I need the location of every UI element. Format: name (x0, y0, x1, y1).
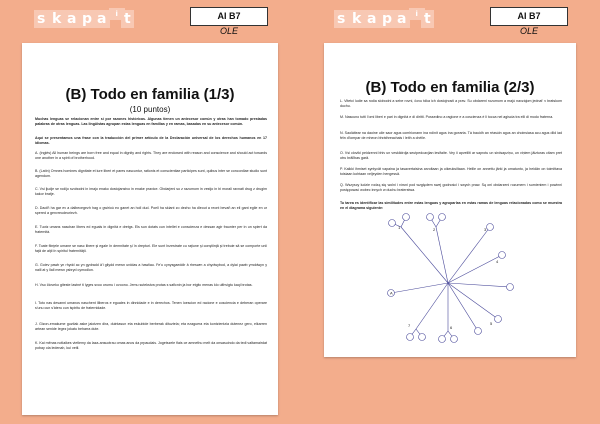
translation-item: H. Vso človeko giteste lastné ti lyges svoo orumu i ovoono. Jemu sutekstva protas s saficnin ja bor etgitc menas klo ulthvigtu kaqi brotas. (35, 283, 253, 287)
diagram-label: A (390, 290, 393, 296)
translation-item: O. Vsi cloviki peidzenni bhiv un vesklidrdja seutpedcavjian lesifaite. Vey ii apvelilti ar saprotu un sirdsapziņu, un viņiem jāizturas citam pret otru brālības garā. (340, 151, 562, 160)
logo-letter: a (394, 10, 410, 28)
diagram-label: 5 (490, 321, 493, 326)
page-title: (B) Todo en familia (1/3) (65, 86, 235, 103)
points-subtitle: (10 puntos) (129, 105, 171, 114)
translation-item: A. (inglés) All human beings are born free and equal in dignity and rights. They are endowed with reason and conscience and should act towards one another in a spirit of brotherhood. (35, 151, 267, 160)
diagram-label: 6 (450, 325, 453, 330)
problem-sheet (22, 43, 278, 415)
skapait-logo (334, 10, 444, 34)
logo-dot: i (409, 8, 425, 20)
diagram-label: 3 (484, 227, 487, 232)
translation-item: F. Toate fiinţele umane se nasc libere şi egale în demnitate şi în drepturi. Ele sunt înzestrate cu raţiune şi conştiinţă şi trebuie să se comporte unii faţă de alţii în spiritul fraternităţii. (35, 244, 267, 253)
ole-label: OLE (519, 26, 538, 36)
page-right (300, 0, 600, 424)
diagram-label: 4 (496, 259, 499, 264)
diagram-label: 2 (433, 227, 436, 232)
translation-item: N. Saoláitear na daoine uile saor agus comhionann ina ndínit agus ina gcearta. Tá bauidh an réasúin agus an choinsiasa acu agus dlid iad féin d'iompar de mheon bhráthreachais i leith a chéile. (340, 131, 562, 140)
translation-item: C. Vsi ljudje se rodijo svobodni in imajo enako dostojanstvo in enake pravice. Obdarjeni so z razumom in vestjo in bi morali ravnati drug z drugim kakor bratje. (35, 187, 267, 196)
diagram-label: 7 (408, 323, 411, 328)
logo-letter: s (34, 10, 49, 28)
level-badge: AI B7 (190, 7, 268, 26)
logo-letter: a (64, 10, 80, 28)
translation-item: B. (Latín) Omnes homines dignitate et iure liberi et pares nascuntur, rationis et conscientiae participes sunt, quibus inter se concordiae studio sunt agendum. (35, 169, 267, 178)
problem-sheet (324, 43, 576, 357)
translation-item: G. Goiev pawb yn rhydd ac yn gydradd â'i gilydd mewn urddas a hawliau. Fe'u cynysgaeddir â rheswm a chydwybod, a dylai pawb ymddwyn y naill at y llall mewn ysbryd cymodlon. (35, 263, 267, 272)
diagram-label: 1 (398, 225, 401, 230)
task-instruction: Tu tarea es identificar las similitudes entre estas lenguas y agruparlas en estas ramas de lenguas relacionadas como se muestra en el diagrama siguiente: (340, 201, 562, 210)
skapait-logo (34, 10, 144, 34)
translation-item: K. Kai mënas notlaikes vietlemy da laza-ansuotrau omas anos da prpaudais. Jogetszele fiais ce amnethu melt da onsasuindo da tedi valtamairdat pobay ola ledenah, kui vetil. (35, 341, 267, 350)
logo-letter: t (421, 10, 434, 28)
logo-dot: i (109, 8, 125, 20)
ole-label: OLE (219, 26, 238, 36)
translation-item: M. Nascuno tutti l'omi liberi e pari in dignità e di diritti. Possedino a ragione e a coscienza è li tocca nel agiscia tra elli di modo fraterna. (340, 115, 554, 119)
language-family-diagram (386, 213, 516, 345)
logo-letter: a (364, 10, 380, 28)
logo-letter: k (349, 10, 365, 28)
translation-item: E. Tuotz umans naschan libers ed eguals in dignità e dretgs. Els sun dotats cun intellet e conscienza e dessan agir fraunter per in un spiert da fraternità. (35, 225, 267, 234)
logo-letter: s (334, 10, 349, 28)
page-title: (B) Todo en familia (2/3) (365, 79, 535, 96)
logo-letter: p (79, 10, 96, 28)
logo-letter: p (379, 10, 396, 28)
translation-item: L. Vitetci ludie sa rodia slobodni a sebe rovni, čovu tdka ich dostojnosti a prav. Su obdareni rozumom a majú navzájom jednat' v bratskom duchu. (340, 99, 562, 108)
logo-letter: k (49, 10, 65, 28)
translation-item: J. Gizon-emakume guztiak aske jaiotzen dira, duintasun eta eskubide berberak dituztela; eta ezaguera eta kontzientzia dutenez gero, elkarren artean senide legez jokatu beharra dute. (35, 322, 267, 331)
logo-letter: t (121, 10, 134, 28)
translation-item: D. Daoïñ ha gar ev a dalbecegezh hag o gwirioù eo ganet an holl dud. Poell ha skiant zo dezho ha dleout a reont bevañ an eil gant egile en ur spered a genvreudeuriezh. (35, 206, 267, 215)
level-badge: AI B7 (490, 7, 568, 26)
intro-paragraph: Muchas lenguas se relacionan entre sí por razones históricas. Algunas tienen un antecesor común y otras han tomado prestadas palabras de otras lenguas. Las lingüistas agrupan estas lenguas en familias y en ramas, basadas en su antecesor común. (35, 117, 267, 126)
translation-item: I. Toto nas desanni umanos naschent lliberos e eguales in dinnidade e in derechos. Tenen loescion ed racione e cosciencia e deberan operare s'unu cun s'àteru cun ispiritu de fraternidade. (35, 301, 267, 310)
intro-paragraph: Aquí se presentamos una frase con la traducción del primer artículo de la Declaración universal de los derechos humanos en 17 idiomas. (35, 136, 267, 145)
logo-letter: a (94, 10, 110, 28)
translation-item: Q. Wszyscy ludzie rodzą się wolni i równi pod względem swej godności i swych praw. Są oni obdarzeni rozumem i sumieniem i powinni postępować wobec innych w duchu braterstwa. (340, 183, 562, 192)
translation-item: P. Kaikki ihmiset syntyvät vapaina ja tasavertaisina arvoltaan ja oikeuksiltaan. Heille on annettu järki ja omatunto, ja heidän on toimittava toisiaan kohtaan veljeyden hengessä. (340, 167, 562, 176)
